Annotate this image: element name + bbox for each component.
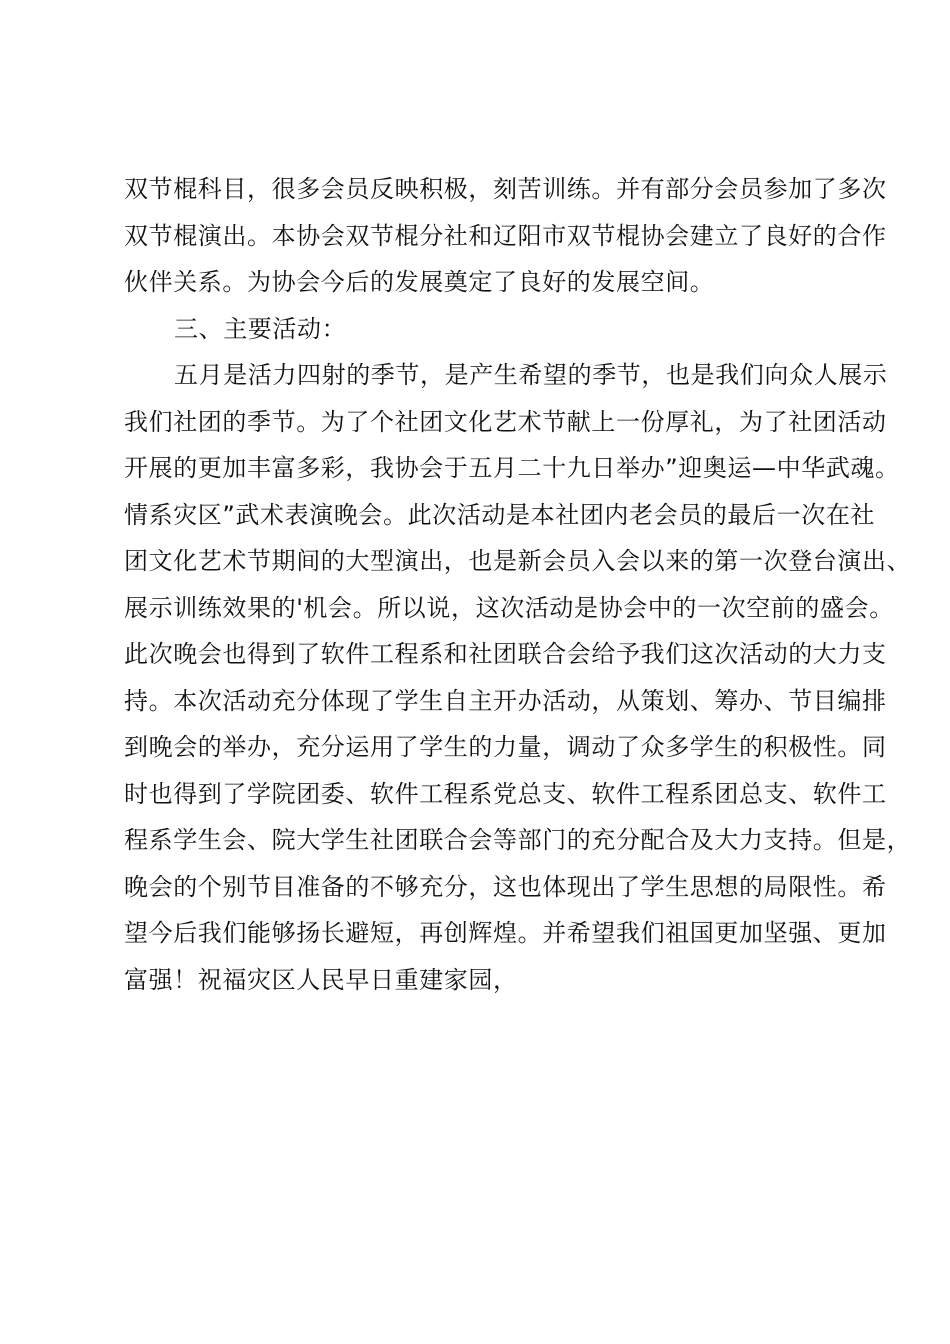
text-line: 持。本次活动充分体现了学生自主开办活动，从策划、筹办、节目编排 (124, 686, 887, 715)
text-line: 五月是活力四射的季节，是产生希望的季节，也是我们向众人展示 (174, 361, 888, 389)
text-line: 双节棍科目，很多会员反映积极，刻苦训练。并有部分会员参加了多次 (124, 175, 887, 203)
text-line: 双节棍演出。本协会双节棍分社和辽阳市双节棍协会建立了良好的合作 (124, 221, 887, 250)
text-line: 晚会的个别节目准备的不够充分，这也体现出了学生思想的局限性。希 (124, 872, 887, 901)
text-line: 富强！祝福灾区人民早日重建家园， (124, 965, 518, 994)
text-line: 团文化艺术节期间的大型演出，也是新会员入会以来的第一次登台演出、 (124, 547, 912, 575)
text-line: 情系灾区”武术表演晚会。此次活动是本社团内老会员的最后一次在社 (124, 500, 876, 529)
text-line: 时也得到了学院团委、软件工程系党总支、软件工程系团总支、软件工 (124, 779, 887, 808)
body-text (124, 166, 912, 1003)
text-line: 伙伴关系。为协会今后的发展奠定了良好的发展空间。 (124, 268, 715, 296)
text-line: 到晚会的举办，充分运用了学生的力量，调动了众多学生的积极性。同 (124, 733, 887, 761)
text-line: 此次晚会也得到了软件工程系和社团联合会给予我们这次活动的大力支 (124, 640, 887, 668)
section-heading: 三、主要活动： (174, 314, 347, 343)
text-line: 我们社团的季节。为了个社团文化艺术节献上一份厚礼，为了社团活动 (124, 407, 887, 436)
text-line: 望今后我们能够扬长避短，再创辉煌。并希望我们祖国更加坚强、更加 (124, 919, 887, 947)
text-line: 程系学生会、院大学生社团联合会等部门的充分配合及大力支持。但是， (124, 826, 912, 854)
text-line: 开展的更加丰富多彩，我协会于五月二十九日举办”迎奥运—中华武魂。 (124, 454, 900, 482)
text-line: 展示训练效果的'机会。所以说，这次活动是协会中的一次空前的盛会。 (124, 593, 894, 622)
